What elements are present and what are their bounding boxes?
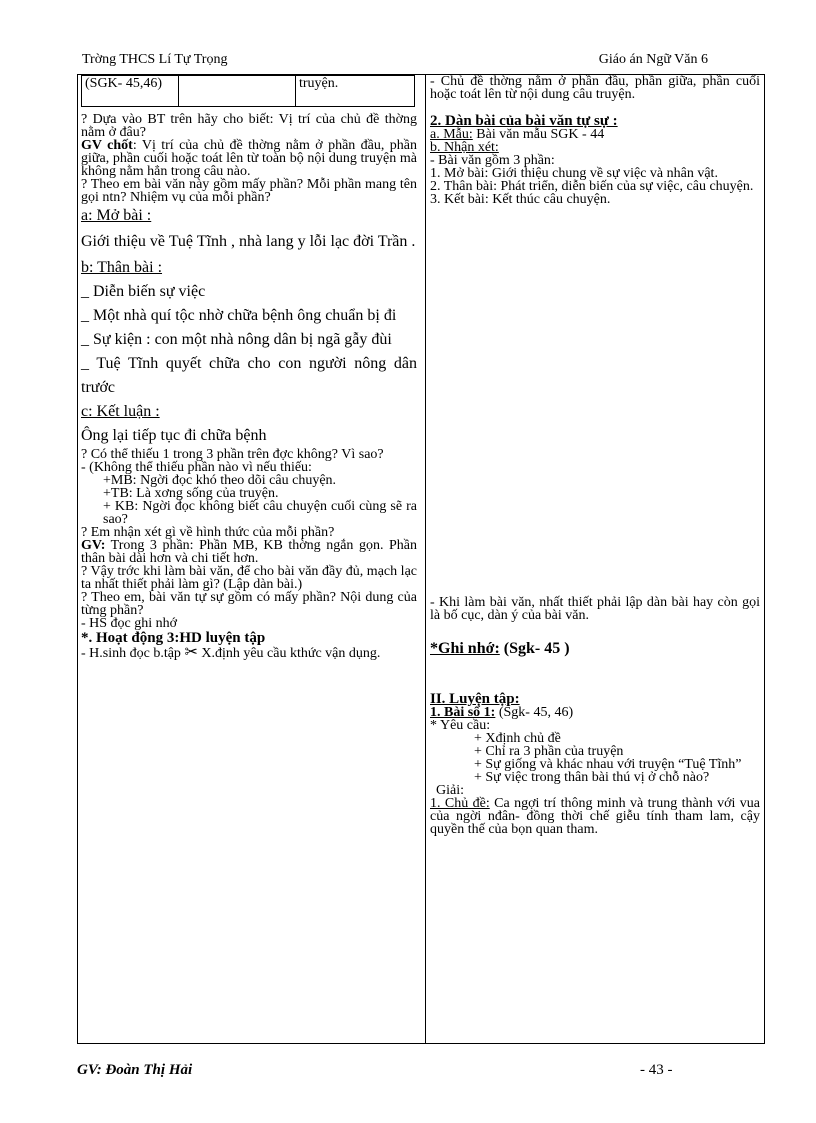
remember-label: *Ghi nhớ: [430, 640, 500, 657]
ket-luan-text: Ông lại tiếp tục đi chữa bệnh [81, 427, 267, 444]
observation-item: - Bài văn gồm 3 phần: [430, 153, 555, 168]
gv-note [81, 539, 417, 565]
topic-solution [430, 797, 760, 836]
answer-kb: + KB: Ngời đọc không biết câu chuyện cuối cùng sẽ ra sao? [103, 499, 417, 527]
exercise-1-text: (Sgk- 45, 46) [495, 705, 574, 720]
gv-label: GV chốt [81, 138, 133, 153]
answer-intro: - (Không thể thiếu phần nào vì nếu thiếu: [81, 460, 312, 475]
mo-bai-title: a: Mở bài : [81, 207, 152, 224]
sample-label: a. Mẫu: [430, 127, 473, 142]
than-bai-title: b: Thân bài : [81, 259, 163, 276]
inner-table-cell: truyện. [296, 76, 415, 107]
question-2: ? Theo em bài văn này gồm mấy phần? Mỗi phần mang tên gọi ntn? Nhiệm vụ của mỗi phần? [81, 177, 417, 205]
hs-instruction: - HS đọc ghi nhớ [81, 616, 178, 631]
requirement-item: + Sự việc trong thân bài thú vị ở chỗ nào? [474, 770, 710, 785]
ket-luan-title: c: Kết luận : [81, 403, 160, 420]
requirements-label: * Yêu cầu: [430, 718, 491, 733]
inner-table [81, 75, 415, 107]
section-2-title: 2. Dàn bài của bài văn tự sự : [430, 113, 618, 129]
practice-title: II. Luyện tập: [430, 691, 520, 707]
column-divider [425, 75, 426, 1043]
scissors-icon: ✂ [184, 644, 198, 661]
gv-text: : Vị trí của chủ đề thờng nằm ở phần đầu, phần giữa, phần cuối hoặc toát lên từ toàn bộ nội dung truyện mà không nằm hẳn trong câu nào. [81, 138, 417, 179]
topic-solution-text: Ca ngợi trí thông minh và trung thành với vua của ngời nđân- đồng thời chế giễu tính tham lam, cậy quyền thế của bọn quan tham. [430, 796, 760, 837]
lesson-table [77, 74, 765, 1044]
activity-3-title: *. Hoạt động 3:HD luyện tập [81, 630, 266, 646]
remember-note [430, 642, 760, 655]
activity-3-text-b: X.định yêu cầu kthức vận dụng. [197, 646, 381, 661]
gv2-label: GV: [81, 538, 106, 553]
inner-table-cell: (SGK- 45,46) [82, 76, 179, 107]
requirement-item: + Sự giống và khác nhau với truyện “Tuệ Tĩnh” [474, 757, 742, 772]
than-bai-item: _ Diễn biến sự việc [81, 283, 206, 300]
activity-3-text-a: - H.sinh đọc b.tập [81, 646, 185, 661]
teacher-name: GV: Đoàn Thị Hải [77, 1062, 193, 1078]
topic-solution-label: 1. Chủ đề: [430, 796, 490, 811]
gv2-text: Trong 3 phần: Phần MB, KB thờng ngắn gọn. Phần thân bài dài hơn và chi tiết hơn. [81, 538, 417, 566]
requirement-item: + Xđịnh chủ đề [474, 731, 561, 746]
remember-text: (Sgk- 45 ) [499, 640, 570, 657]
observation-label: b. Nhận xét: [430, 140, 499, 155]
gv-conclusion [81, 139, 417, 178]
than-bai-item: _ Một nhà quí tộc nhờ chữa bệnh ông chuẩn bị đi [81, 307, 397, 324]
solution-label: Giải: [436, 783, 464, 798]
page-number: - 43 - [640, 1062, 673, 1078]
observation-item: 3. Kết bài: Kết thúc câu chuyện. [430, 192, 611, 207]
observation-item: 1. Mở bài: Giới thiệu chung về sự việc và nhân vật. [430, 166, 718, 181]
answer-tb: +TB: Là xơng sống của truyện. [103, 486, 279, 501]
topic-position: - Chủ đề thờng nằm ở phần đầu, phần giữa, phần cuối hoặc toát lên từ nội dung câu truyện. [430, 75, 760, 102]
activity-3-text [81, 646, 417, 660]
question-5: ? Vậy trớc khi làm bài văn, để cho bài văn đầy đủ, mạch lạc ta nhất thiết phải làm gì? (Lập dàn bài.) [81, 564, 417, 592]
question-6: ? Theo em, bài văn tự sự gồm có mấy phần? Nội dung của từng phần? [81, 590, 417, 618]
sample-text: Bài văn mẫu SGK - 44 [472, 127, 605, 142]
inner-table-cell [179, 76, 296, 107]
requirement-item: + Chỉ ra 3 phần của truyện [474, 744, 624, 759]
left-column [78, 75, 420, 1043]
question-3: ? Có thể thiếu 1 trong 3 phần trên đợc không? Vì sao? [81, 447, 384, 462]
outline-note: - Khi làm bài văn, nhất thiết phải lập dàn bài hay còn gọi là bố cục, dàn ý của bài văn. [430, 595, 760, 623]
observation-item: 2. Thân bài: Phát triển, diễn biến của sự việc, câu chuyện. [430, 179, 754, 194]
right-column [427, 75, 763, 1043]
exercise-1-label: 1. Bài số 1: [430, 705, 496, 720]
than-bai-item: _ Sự kiện : con một nhà nông dân bị ngã gẫy đùi [81, 331, 392, 348]
mo-bai-text: Giới thiệu về Tuệ Tĩnh , nhà lang y lỗi lạc đời Trần . [81, 233, 416, 250]
than-bai-item: _ Tuệ Tĩnh quyết chữa cho con người nông dân trước [81, 355, 417, 396]
question-4: ? Em nhận xét gì về hình thức của mỗi phần? [81, 525, 335, 540]
subject-header: Giáo án Ngữ Văn 6 [598, 52, 708, 67]
school-header: Trờng THCS Lí Tự Trọng [82, 52, 228, 67]
answer-mb: +MB: Ngời đọc khó theo dõi câu chuyện. [103, 473, 337, 488]
question-1: ? Dựa vào BT trên hãy cho biết: Vị trí của chủ đề thờng nằm ở đâu? [81, 112, 417, 140]
